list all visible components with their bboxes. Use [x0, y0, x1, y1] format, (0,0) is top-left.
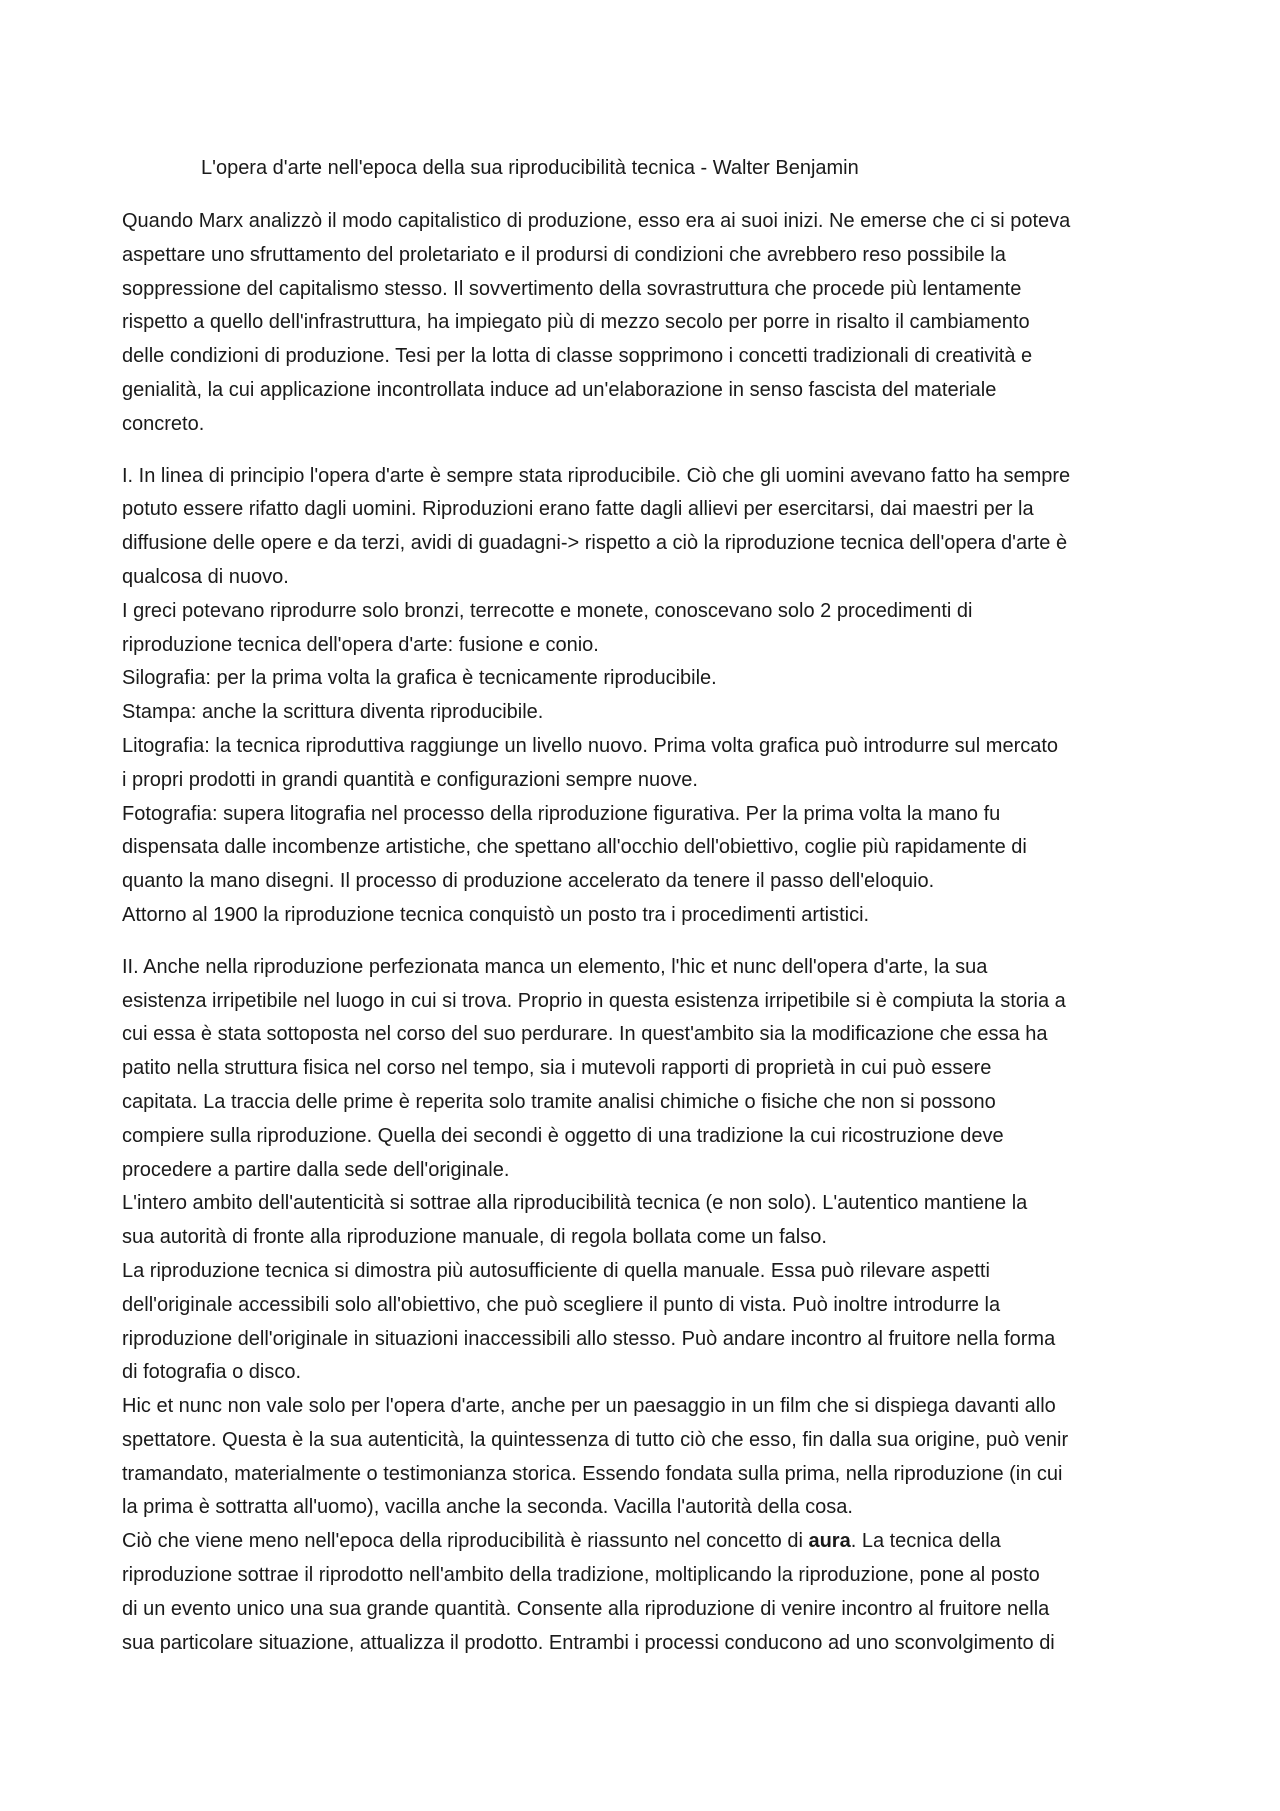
aura-line-before: Ciò che viene meno nell'epoca della riproducibilità è riassunto nel concetto di: [122, 1530, 809, 1553]
text-line: compiere sulla riproduzione. Quella dei secondi è oggetto di una tradizione la cui ricostruzione deve: [122, 1124, 1004, 1147]
text-line: rispetto a quello dell'infrastruttura, ha impiegato più di mezzo secolo per porre in risalto il cambiamento: [122, 311, 1030, 334]
text-line: riproduzione dell'originale in situazioni inaccessibili allo stesso. Può andare incontro al fruitore nella forma: [122, 1327, 1056, 1350]
text-line: dispensata dalle incombenze artistiche, che spettano all'occhio dell'obiettivo, coglie più rapidamente di: [122, 836, 1027, 859]
text-line: i propri prodotti in grandi quantità e configurazioni sempre nuove.: [122, 768, 698, 791]
aura-line-after: . La tecnica della: [850, 1530, 1001, 1553]
text-line: I greci potevano riprodurre solo bronzi, terrecotte e monete, conoscevano solo 2 procedimenti di: [122, 599, 973, 622]
text-line: esistenza irripetibile nel luogo in cui si trova. Proprio in questa esistenza irripetibile si è compiuta la storia a: [122, 989, 1066, 1012]
text-line: genialità, la cui applicazione incontrollata induce ad un'elaborazione in senso fascista del materiale: [122, 378, 997, 401]
text-line: la prima è sottratta all'uomo), vacilla anche la seconda. Vacilla l'autorità della cosa.: [122, 1496, 853, 1519]
aura-text-line: [122, 1525, 1162, 1559]
text-line: Litografia: la tecnica riproduttiva raggiunge un livello nuovo. Prima volta grafica può introdurre sul mercato: [122, 734, 1059, 757]
text-line: di fotografia o disco.: [122, 1361, 301, 1384]
text-line: delle condizioni di produzione. Tesi per la lotta di classe sopprimono i concetti tradizionali di creatività e: [122, 345, 1033, 368]
text-line: riproduzione tecnica dell'opera d'arte: fusione e conio.: [122, 633, 599, 656]
paragraph-section-2: [122, 951, 1162, 1661]
text-line: Stampa: anche la scrittura diventa riproducibile.: [122, 701, 544, 724]
text-line: Quando Marx analizzò il modo capitalistico di produzione, esso era ai suoi inizi. Ne emerse che ci si poteva: [122, 210, 1071, 232]
text-line: riproduzione sottrae il riprodotto nell'ambito della tradizione, moltiplicando la riproduzione, pone al posto: [122, 1564, 1040, 1587]
text-line: cui essa è stata sottoposta nel corso del suo perdurare. In quest'ambito sia la modificazione che essa ha: [122, 1023, 1048, 1046]
text-line: qualcosa di nuovo.: [122, 565, 289, 588]
text-line: dell'originale accessibili solo all'obiettivo, che può scegliere il punto di vista. Può inoltre introdurre la: [122, 1293, 1001, 1316]
paragraph-introduction: [122, 205, 1162, 442]
text-line: soppressione del capitalismo stesso. Il sovvertimento della sovrastruttura che procede più lentamente: [122, 277, 1022, 300]
text-line: II. Anche nella riproduzione perfezionata manca un elemento, l'hic et nunc dell'opera d'arte, la sua: [122, 955, 988, 978]
text-line: concreto.: [122, 412, 205, 435]
text-line: patito nella struttura fisica nel corso nel tempo, sia i mutevoli rapporti di proprietà in cui può essere: [122, 1057, 992, 1080]
text-line: quanto la mano disegni. Il processo di produzione accelerato da tenere il passo dell'eloquio.: [122, 870, 935, 893]
text-line: diffusione delle opere e da terzi, avidi di guadagni-> rispetto a ciò la riproduzione tecnica dell'opera d'arte è: [122, 532, 1068, 555]
text-line: tramandato, materialmente o testimonianza storica. Essendo fondata sulla prima, nella riproduzione (in cui: [122, 1462, 1063, 1485]
text-line: L'intero ambito dell'autenticità si sottrae alla riproducibilità tecnica (e non solo). L'autentico mantiene la: [122, 1192, 1028, 1215]
text-line: capitata. La traccia delle prime è reperita solo tramite analisi chimiche o fisiche che non si possono: [122, 1090, 996, 1113]
text-line: I. In linea di principio l'opera d'arte è sempre stata riproducibile. Ciò che gli uomini avevano fatto ha sempre: [122, 464, 1071, 487]
text-line: Attorno al 1900 la riproduzione tecnica conquistò un posto tra i procedimenti artistici.: [122, 903, 870, 926]
text-line: La riproduzione tecnica si dimostra più autosufficiente di quella manuale. Essa può rilevare aspetti: [122, 1259, 990, 1282]
text-line: Fotografia: supera litografia nel processo della riproduzione figurativa. Per la prima volta la mano fu: [122, 802, 1001, 825]
document-title: L'opera d'arte nell'epoca della sua riproducibilità tecnica - Walter Benjamin: [201, 157, 859, 179]
text-line: procedere a partire dalla sede dell'originale.: [122, 1158, 510, 1181]
document-body: [122, 205, 1162, 1678]
text-line: Silografia: per la prima volta la grafica è tecnicamente riproducibile.: [122, 667, 717, 690]
text-line: aspettare uno sfruttamento del proletariato e il prodursi di condizioni che avrebbero reso possibile la: [122, 243, 1006, 266]
text-line: potuto essere rifatto dagli uomini. Riproduzioni erano fatte dagli allievi per esercitarsi, dai maestri per la: [122, 498, 1034, 521]
text-line: sua particolare situazione, attualizza il prodotto. Entrambi i processi conducono ad uno sconvolgimento di: [122, 1631, 1055, 1654]
aura-term: aura: [808, 1530, 851, 1553]
text-line: Hic et nunc non vale solo per l'opera d'arte, anche per un paesaggio in un film che si dispiega davanti allo: [122, 1395, 1056, 1418]
text-line: di un evento unico una sua grande quantità. Consente alla riproduzione di venire incontro al fruitore nella: [122, 1597, 1050, 1620]
paragraph-section-1: [122, 460, 1162, 933]
text-line: spettatore. Questa è la sua autenticità, la quintessenza di tutto ciò che esso, fin dalla sua origine, può venir: [122, 1428, 1069, 1451]
text-line: sua autorità di fronte alla riproduzione manuale, di regola bollata come un falso.: [122, 1226, 827, 1249]
